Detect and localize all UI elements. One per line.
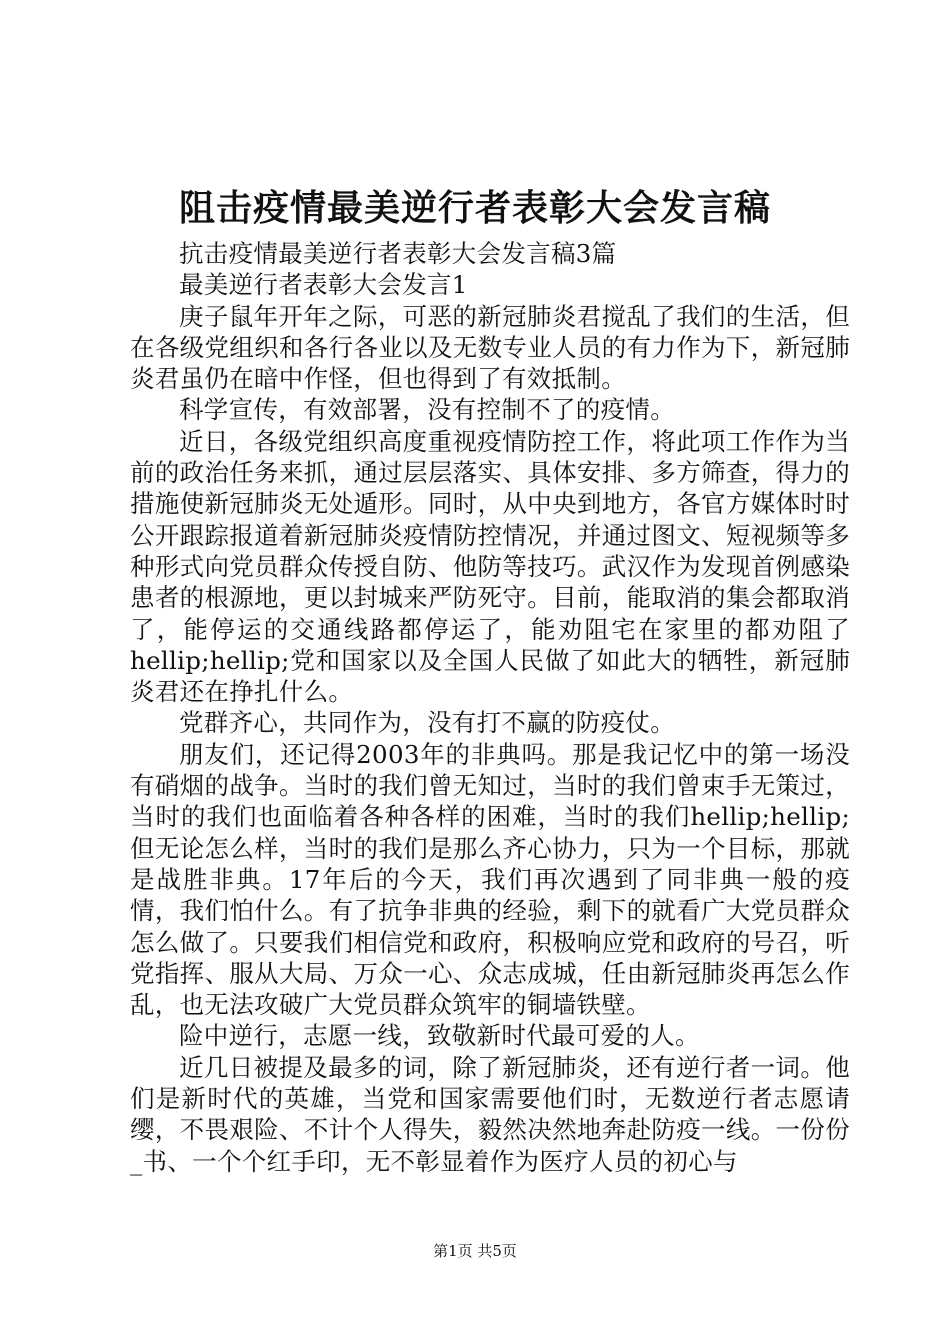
paragraph: 党群齐心，共同作为，没有打不赢的防疫仗。 bbox=[179, 708, 675, 738]
document-title: 阻击疫情最美逆行者表彰大会发言稿 bbox=[178, 187, 771, 229]
paragraph: 最美逆行者表彰大会发言1 bbox=[179, 270, 468, 300]
paragraph: 近日，各级党组织高度重视疫情防控工作，将此项工作作为当前的政治任务来抓，通过层层落实、具体安排、多方筛查，得力的措施使新冠肺炎无处遁形。同时，从中央到地方，各官方媒体时时公开跟踪报道着新冠肺炎疫情防控情况，并通过图文、短视频等多种形式向党员群众传授自防、他防等技巧。武汉作为发现首例感染患者的根源地，更以封城来严防死守。目前，能取消的集会都取消了，能停运的交通线路都停运了，能劝阻宅在家里的都劝阻了hellip;hellip;党和国家以及全国人民做了如此大的牺牲，新冠肺炎君还在挣扎什么。 bbox=[130, 426, 850, 707]
paragraph: 科学宣传，有效部署，没有控制不了的疫情。 bbox=[179, 395, 675, 425]
paragraph: 近几日被提及最多的词，除了新冠肺炎，还有逆行者一词。他们是新时代的英雄，当党和国家需要他们时，无数逆行者志愿请缨，不畏艰险、不计个人得失，毅然决然地奔赴防疫一线。一份份_书、一个个红手印，无不彰显着作为医疗人员的初心与 bbox=[130, 1052, 850, 1176]
paragraph: 庚子鼠年开年之际，可恶的新冠肺炎君搅乱了我们的生活，但在各级党组织和各行各业以及无数专业人员的有力作为下，新冠肺炎君虽仍在暗中作怪，但也得到了有效抵制。 bbox=[130, 301, 850, 394]
page-number-footer: 第1页 共5页 bbox=[433, 1242, 517, 1260]
document-body bbox=[130, 238, 850, 1177]
paragraph: 抗击疫情最美逆行者表彰大会发言稿3篇 bbox=[179, 239, 617, 268]
paragraph: 朋友们，还记得2003年的非典吗。那是我记忆中的第一场没有硝烟的战争。当时的我们曾无知过，当时的我们曾束手无策过，当时的我们也面临着各种各样的困难，当时的我们hellip;hellip;但无论怎么样，当时的我们是那么齐心协力，只为一个目标，那就是战胜非典。17年后的今天，我们再次遇到了同非典一般的疫情，我们怕什么。有了抗争非典的经验，剩下的就看广大党员群众怎么做了。只要我们相信党和政府，积极响应党和政府的号召，听党指挥、服从大局、万众一心、众志成城，任由新冠肺炎再怎么作乱，也无法攻破广大党员群众筑牢的铜墙铁壁。 bbox=[130, 739, 850, 1020]
paragraph: 险中逆行，志愿一线，致敬新时代最可爱的人。 bbox=[179, 1021, 700, 1051]
